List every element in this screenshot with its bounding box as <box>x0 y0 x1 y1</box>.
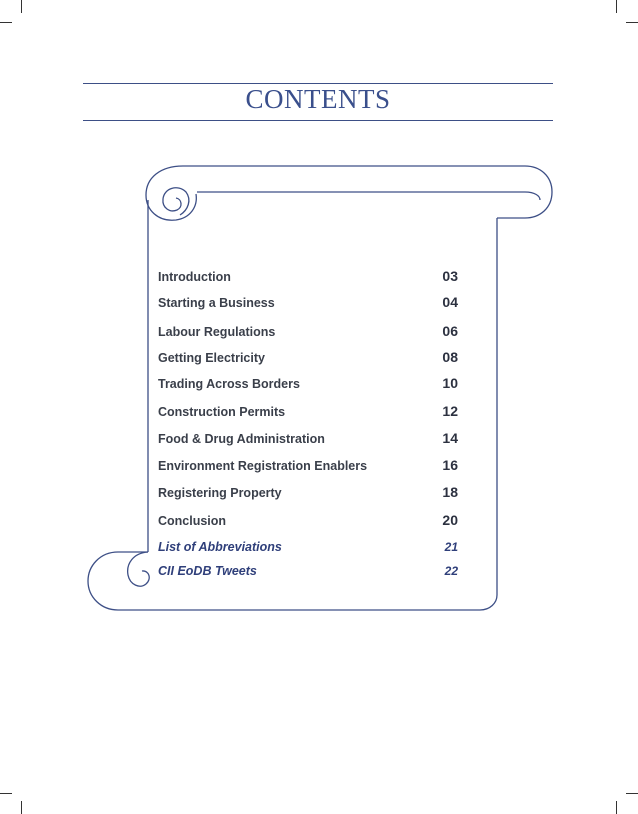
toc-entry-label: Environment Registration Enablers <box>158 459 368 473</box>
scroll-top-inner <box>197 192 540 200</box>
toc-entry-page: 10 <box>442 375 458 391</box>
toc-entry-construction-permits[interactable] <box>158 405 458 421</box>
toc-entry-introduction[interactable] <box>158 270 458 286</box>
toc-entry-label: Food & Drug Administration <box>158 432 325 446</box>
toc-entry-label: Construction Permits <box>158 405 286 419</box>
toc-entry-page: 16 <box>442 457 458 473</box>
toc-entry-label: Starting a Business <box>158 296 275 310</box>
page-title: CONTENTS <box>245 84 391 114</box>
toc-entry-starting-a-business[interactable] <box>158 296 458 312</box>
toc-entry-page: 21 <box>444 540 458 554</box>
toc-entry-food-drug-administration[interactable] <box>158 432 458 448</box>
toc-entry-label: CII EoDB Tweets <box>158 564 257 578</box>
scroll-bottom-left-roll <box>88 552 148 610</box>
toc-entry-label: List of Abbreviations <box>158 540 282 554</box>
toc-entry-conclusion[interactable] <box>158 514 458 530</box>
toc-entry-label: Registering Property <box>158 486 282 500</box>
toc-entry-page: 03 <box>442 268 458 284</box>
toc-entry-label: Getting Electricity <box>158 351 265 365</box>
toc-entry-page: 20 <box>442 512 458 528</box>
toc-entry-environment-registration-enablers[interactable] <box>158 459 458 475</box>
toc-entry-trading-across-borders[interactable] <box>158 377 458 393</box>
toc-entry-list-of-abbreviations[interactable] <box>158 540 458 556</box>
scroll-bottom-edge <box>118 595 497 610</box>
toc-entry-page: 14 <box>442 430 458 446</box>
toc-entry-getting-electricity[interactable] <box>158 351 458 367</box>
toc-entry-page: 18 <box>442 484 458 500</box>
scroll-top-curl <box>163 188 189 215</box>
toc-entry-page: 04 <box>442 294 458 310</box>
toc-entry-cii-eodb-tweets[interactable] <box>158 564 458 580</box>
toc-entry-label: Labour Regulations <box>158 325 276 339</box>
scroll-top-left-roll <box>146 166 196 220</box>
scroll-bottom-curl <box>128 552 150 586</box>
toc-entry-label: Conclusion <box>158 514 227 528</box>
toc-entry-registering-property[interactable] <box>158 486 458 502</box>
toc-entry-page: 22 <box>444 564 458 578</box>
toc-entry-page: 12 <box>442 403 458 419</box>
toc-entry-page: 08 <box>442 349 458 365</box>
toc-entry-page: 06 <box>442 323 458 339</box>
toc-entry-label: Introduction <box>158 270 231 284</box>
toc-entry-labour-regulations[interactable] <box>158 325 458 341</box>
toc-entry-label: Trading Across Borders <box>158 377 300 391</box>
